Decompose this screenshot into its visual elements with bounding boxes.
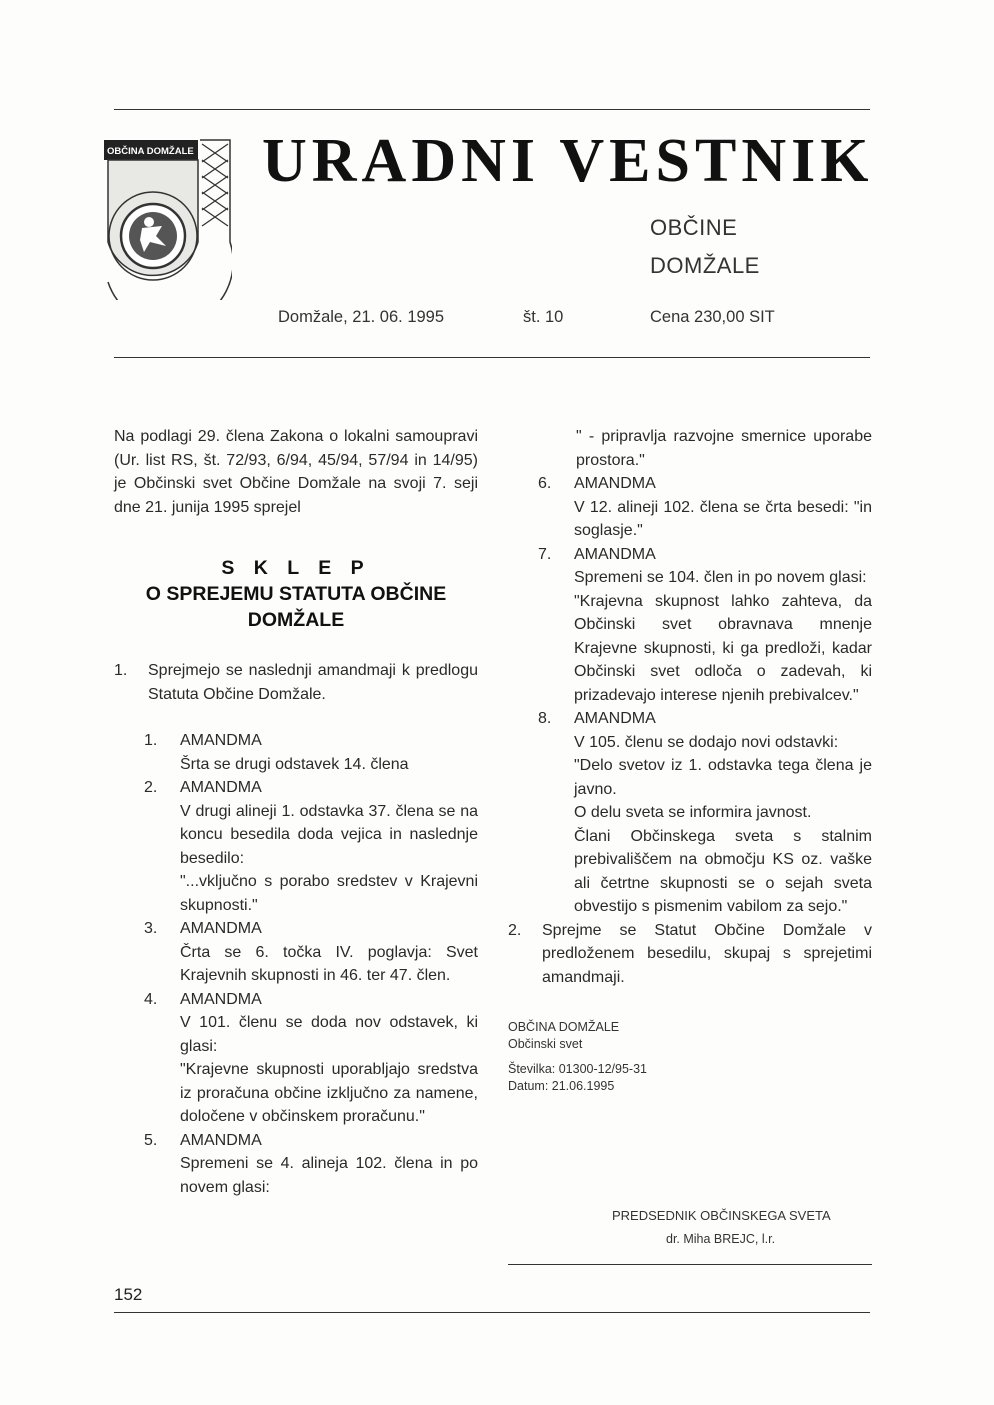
title-line-2: O SPREJEMU STATUTA OBČINE — [145, 583, 447, 605]
amendment-item — [508, 543, 872, 708]
bottom-rule — [114, 1312, 870, 1313]
resolution-title — [114, 555, 478, 633]
amendment-number: 5. — [144, 1131, 158, 1149]
amendment-number: 1. — [144, 732, 158, 749]
amendment-item — [114, 988, 478, 1129]
amendment-number: 8. — [538, 710, 552, 727]
item-number: 2. — [508, 921, 522, 939]
amendment-text: O delu sveta se informira javnost. — [574, 804, 812, 821]
amendment-text: Člani Občinskega sveta s stalnim prebivališčem na območju KS oz. vaške ali četrtne skupnosti se o sejah sveta obvestijo s pismenim vabilom za sejo." — [574, 827, 872, 915]
newspaper-title: URADNI VESTNIK — [262, 127, 874, 195]
amendment-item — [114, 729, 478, 776]
amendment-text: Spremeni se 104. člen in po novem glasi: — [574, 569, 867, 586]
amendment-heading: AMANDMA — [180, 779, 262, 796]
amendment-text: Črta se 6. točka IV. poglavja: Svet Krajevnih skupnosti in 46. ter 47. člen. — [180, 943, 478, 984]
resolution-item-2 — [508, 919, 872, 990]
amendment-number: 3. — [144, 920, 158, 937]
org-name: OBČINA DOMŽALE — [508, 1020, 620, 1034]
continuation-text: " - pripravlja razvojne smernice uporabe prostora." — [576, 428, 872, 469]
left-amendment-list — [114, 729, 478, 1199]
amendment-text: V drugi alineji 1. odstavka 37. člena se na koncu besedila doda vejica in naslednje besedilo: — [180, 802, 478, 867]
amendment-item — [114, 917, 478, 988]
title-line-1: S K L E P — [221, 557, 371, 579]
issue-number: št. 10 — [523, 308, 564, 326]
top-rule — [114, 109, 870, 110]
amendment-text: V 101. členu se doda nov odstavek, ki glasi: — [180, 1014, 478, 1055]
page-number: 152 — [114, 1285, 143, 1304]
left-column — [114, 425, 478, 1199]
item-text: Sprejmejo se naslednji amandmaji k predlogu Statuta Občine Domžale. — [148, 662, 478, 703]
document-number: Številka: 01300-12/95-31 — [508, 1062, 647, 1076]
amendment-text: V 12. alineji 102. člena se črta besedi: "in soglasje." — [574, 498, 872, 539]
subtitle-line-1: OBČINE — [650, 215, 738, 240]
signature-rule — [508, 1264, 872, 1265]
right-column — [508, 425, 872, 1095]
title-line-3: DOMŽALE — [247, 609, 345, 631]
amendment-item — [508, 707, 872, 919]
header-rule — [114, 357, 870, 358]
amendment-heading: AMANDMA — [574, 710, 656, 727]
issue-price: Cena 230,00 SIT — [650, 308, 775, 326]
signatory-name: dr. Miha BREJC, l.r. — [666, 1232, 776, 1246]
document-date: Datum: 21.06.1995 — [508, 1079, 615, 1093]
amendment-heading: AMANDMA — [180, 1131, 262, 1149]
amendment-item — [114, 776, 478, 917]
amendment-number: 6. — [538, 475, 552, 492]
municipality-emblem-logo — [104, 132, 232, 300]
item-text: Sprejme se Statut Občine Domžale v predloženem besedilu, skupaj s sprejetimi amandmaji. — [542, 921, 872, 986]
amendment-number: 4. — [144, 990, 158, 1008]
amendment-text: "...vključno s porabo sredstev v Krajevni skupnosti." — [180, 873, 478, 914]
org-body: Občinski svet — [508, 1037, 583, 1051]
amendment-heading: AMANDMA — [180, 732, 262, 749]
amendment-text: "Krajevne skupnosti uporabljajo sredstva iz proračuna občine izključno za namene, določene v občinskem proračunu." — [180, 1061, 478, 1125]
intro-paragraph: Na podlagi 29. člena Zakona o lokalni samoupravi (Ur. list RS, št. 72/93, 6/94, 45/94, 57/94 in 14/95) je Občinski svet Občine Domžale na svoji 7. seji dne 21. junija 1995 sprejel — [114, 428, 478, 516]
amendment-text: Spremeni se 4. alineja 102. člena in po novem glasi: — [180, 1155, 478, 1196]
issue-date: Domžale, 21. 06. 1995 — [278, 308, 445, 326]
amendment-heading: AMANDMA — [180, 990, 262, 1008]
right-amendment-list — [508, 472, 872, 919]
amendment-text: "Krajevna skupnost lahko zahteva, da Občinski svet obravnava mnenje Krajevne skupnosti, ki ga predloži, kadar Občinski svet odloča o zadevah, ki prizadevajo interese njenih prebivalcev." — [574, 592, 872, 704]
resolution-item-1 — [114, 659, 478, 706]
amendment-text: V 105. členu se dodajo novi odstavki: — [574, 733, 839, 751]
subtitle-line-2: DOMŽALE — [650, 253, 760, 278]
logo-text: OBČINA DOMŽALE — [107, 146, 194, 157]
amendment-heading: AMANDMA — [574, 475, 656, 492]
amendment-text: "Delo svetov iz 1. odstavka tega člena je javno. — [574, 757, 872, 798]
amendment-number: 7. — [538, 545, 552, 563]
amendment-item — [114, 1129, 478, 1200]
item-number: 1. — [114, 662, 128, 679]
issuer-block — [508, 1019, 872, 1095]
amendment-number: 2. — [144, 779, 158, 796]
amendment-heading: AMANDMA — [574, 545, 656, 563]
amendment-heading: AMANDMA — [180, 920, 262, 937]
signatory-title: PREDSEDNIK OBČINSKEGA SVETA — [612, 1208, 831, 1223]
amendment-item — [508, 472, 872, 543]
amendment-text: Šrta se drugi odstavek 14. člena — [180, 755, 409, 773]
